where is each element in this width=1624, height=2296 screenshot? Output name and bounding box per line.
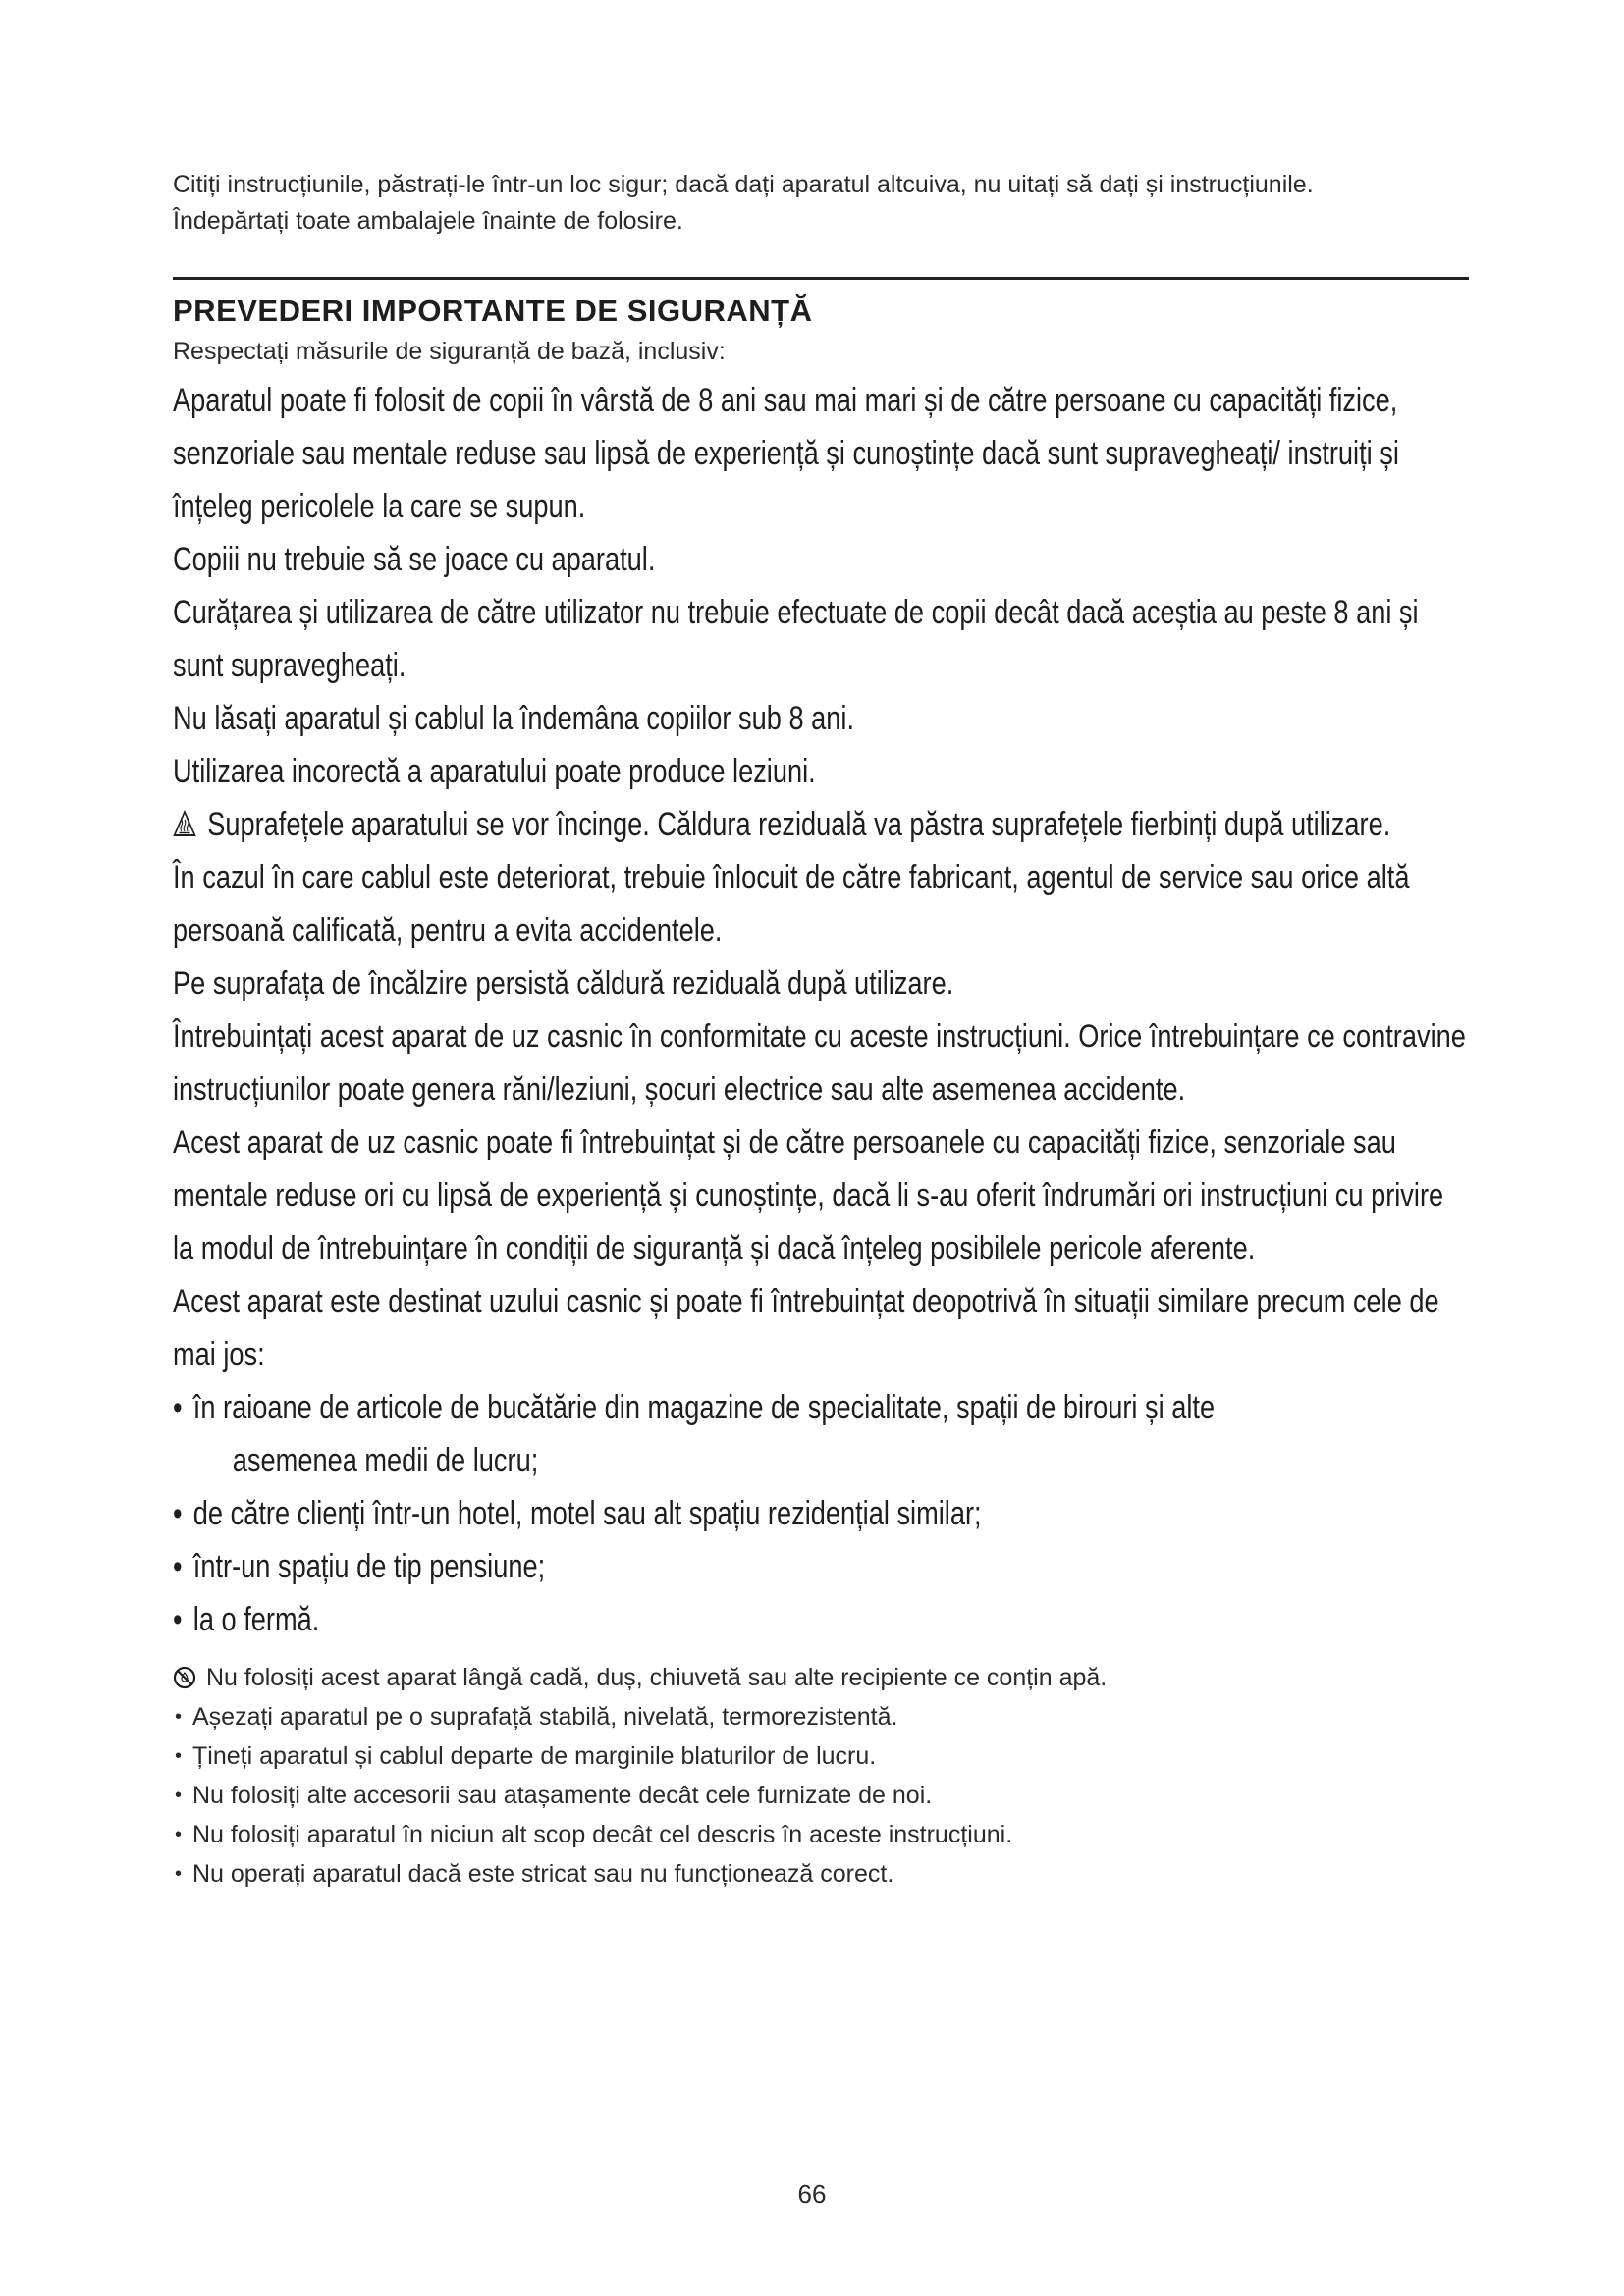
paragraph: Utilizarea incorectă a aparatului poate produce leziuni. — [173, 753, 816, 790]
paragraph: Nu lăsați aparatul și cablul la îndemâna copiilor sub 8 ani. — [173, 700, 854, 737]
list-item — [173, 1593, 1469, 1646]
hot-surface-warning — [173, 798, 1469, 851]
list-item-text: în raioane de articole de bucătărie din magazine de specialitate, spații de birouri și alte — [192, 1389, 1216, 1426]
page-number: 66 — [797, 2179, 827, 2209]
paragraph: În cazul în care cablul este deteriorat, trebuie înlocuit de către fabricant, agentul de service sau orice altă persoană calificată, pentru a evita accidentele. — [173, 859, 1410, 949]
list-item — [173, 1381, 1469, 1487]
paragraph: Acest aparat este destinat uzului casnic și poate fi întrebuințat deopotrivă în situații similare precum cele de mai jos: — [173, 1283, 1439, 1373]
list-item-continuation: asemenea medii de lucru; — [232, 1442, 539, 1479]
intro-line-2: Îndepărtați toate ambalajele înainte de folosire. — [173, 207, 683, 235]
intro-line-1: Citiți instrucțiunile, păstrați-le într-un loc sigur; dacă dați aparatul altcuiva, nu uitați să dați și instrucțiunile. — [173, 171, 1314, 198]
list-item — [173, 1487, 1469, 1540]
paragraph: Curățarea și utilizarea de către utilizator nu trebuie efectuate de copii decât dacă aceștia au peste 8 ani și sunt supravegheați. — [173, 594, 1419, 684]
list-item: • Țineți aparatul și cablul departe de marginile blaturilor de lucru. — [173, 1736, 1469, 1776]
water-warning — [173, 1658, 1469, 1697]
additional-instructions — [173, 1658, 1469, 1894]
paragraph: Întrebuințați acest aparat de uz casnic în conformitate cu aceste instrucțiuni. Orice întrebuințare ce contravine instrucțiunilor poate genera răni/leziuni, șocuri electrice sau alte asemenea accidente. — [173, 1018, 1466, 1108]
no-water-icon — [173, 1666, 196, 1689]
document-page — [173, 167, 1469, 1894]
list-item-text: într-un spațiu de tip pensiune; — [192, 1548, 546, 1585]
paragraph: Copiii nu trebuie să se joace cu aparatul. — [173, 541, 656, 578]
list-item-text: de către clienți într-un hotel, motel sau alt spațiu rezidențial similar; — [192, 1495, 982, 1532]
usage-list — [173, 1381, 1469, 1646]
list-item: • Nu folosiți alte accesorii sau atașamente decât cele furnizate de noi. — [173, 1776, 1469, 1815]
safety-instructions — [173, 374, 1469, 1646]
list-item: • Nu folosiți aparatul în niciun alt scop decât cel descris în aceste instrucțiuni. — [173, 1815, 1469, 1854]
paragraph: Pe suprafața de încălzire persistă căldură reziduală după utilizare. — [173, 965, 954, 1002]
list-item-text: la o fermă. — [192, 1601, 320, 1638]
list-item: • Nu operați aparatul dacă este stricat sau nu funcționează corect. — [173, 1854, 1469, 1894]
section-divider — [173, 277, 1469, 280]
hot-surface-warning-icon — [173, 810, 196, 837]
paragraph: Acest aparat de uz casnic poate fi întrebuințat și de către persoanele cu capacități fizice, senzoriale sau mentale reduse ori cu lipsă de experiență și cunoștințe, dacă li s-au oferit îndrumări ori instrucțiuni cu privire la modul de întrebuințare în condiții de siguranță și dacă înțeleg posibilele pericole aferente. — [173, 1124, 1444, 1267]
list-item — [173, 1540, 1469, 1593]
hot-surface-warning-text: Suprafețele aparatului se vor încinge. Căldura reziduală va păstra suprafețele fierbinți după utilizare. — [207, 806, 1391, 843]
section-heading: PREVEDERI IMPORTANTE DE SIGURANȚĂ — [173, 294, 813, 328]
water-warning-text: Nu folosiți acest aparat lângă cadă, duș, chiuvetă sau alte recipiente ce conțin apă. — [206, 1664, 1108, 1691]
precaution-list — [173, 1697, 1469, 1894]
paragraph: Aparatul poate fi folosit de copii în vârstă de 8 ani sau mai mari și de către persoane cu capacități fizice, senzoriale sau mentale reduse sau lipsă de experiență și cunoștințe dacă sunt supravegheați/ instruiți și înțeleg pericolele la care se supun. — [173, 382, 1399, 525]
intro-text — [173, 167, 1469, 240]
list-item: • Așezați aparatul pe o suprafață stabilă, nivelată, termorezistentă. — [173, 1697, 1469, 1736]
section-subheading: Respectați măsurile de siguranță de bază, inclusiv: — [173, 338, 726, 365]
